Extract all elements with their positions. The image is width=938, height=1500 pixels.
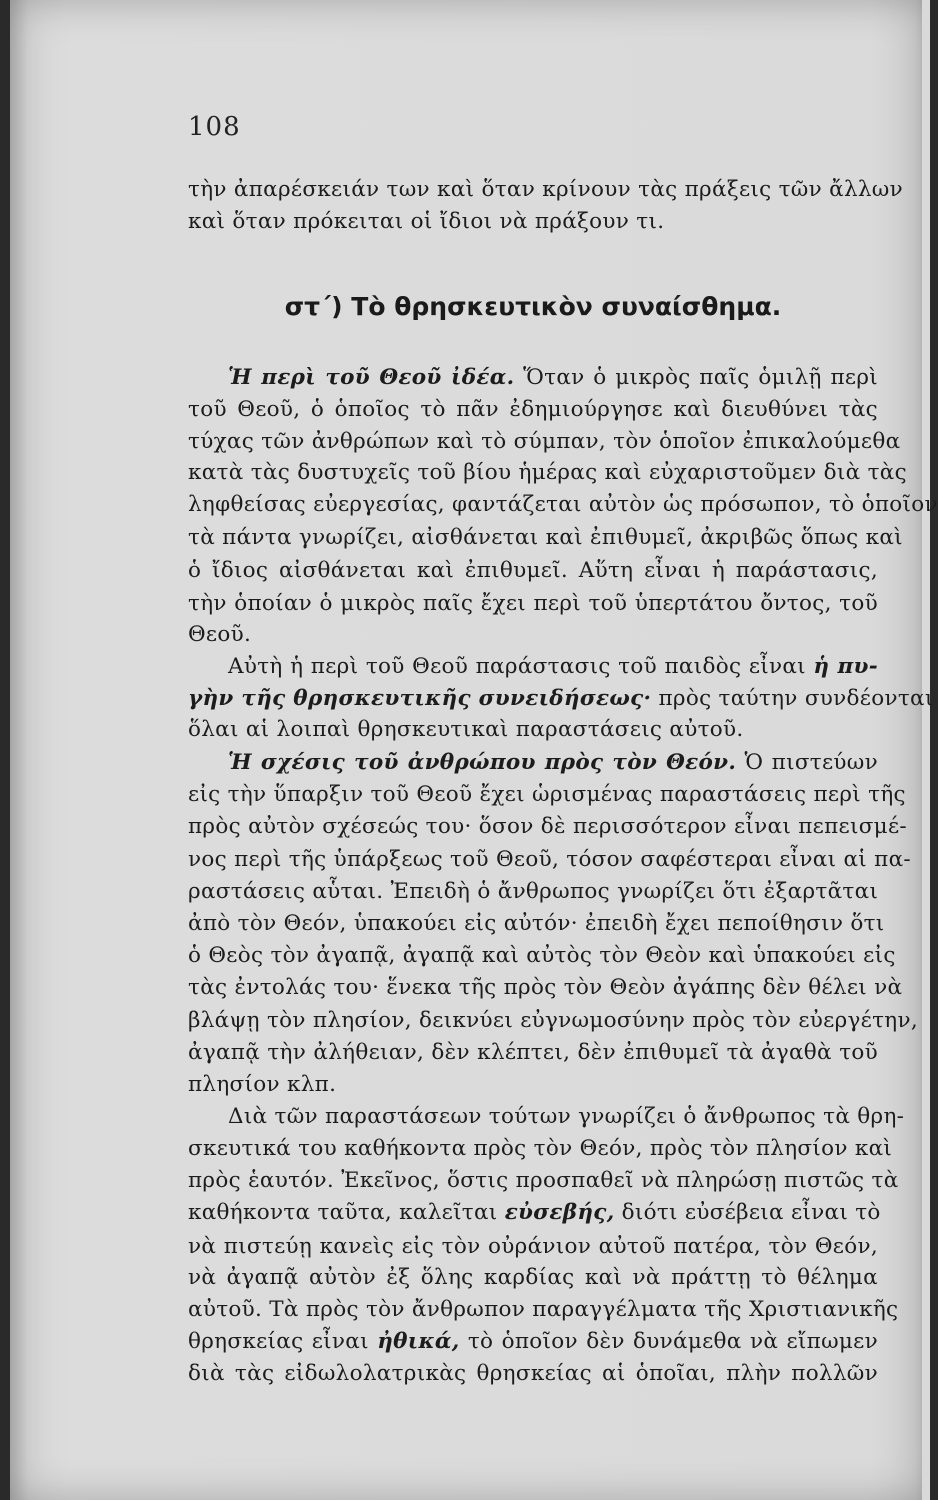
text-line: [188, 652, 878, 682]
text-line: [188, 1295, 899, 1325]
text-line: [188, 620, 878, 650]
line-text: τοῦ Θεοῦ, ὁ ὁποῖος τὸ πᾶν ἐδημιούργησε καὶ διευθύνει τὰς: [188, 397, 878, 422]
text-line: [188, 748, 878, 778]
text-line: [188, 1102, 905, 1132]
line-text: κατὰ τὰς δυστυχεῖς τοῦ βίου ἡμέρας καὶ εὐχαριστοῦμεν διὰ τὰς: [188, 460, 907, 485]
emphasis-text: Ἡ περὶ τοῦ Θεοῦ ἰδέα.: [228, 365, 515, 390]
line-text: Ὅταν ὁ μικρὸς παῖς ὁμιλῇ περὶ: [514, 365, 879, 390]
text-line: [188, 1134, 893, 1164]
line-text: τὰς ἐντολάς του· ἕνεκα τῆς πρὸς τὸν Θεὸν ἀγάπης δὲν θέλει νὰ: [188, 975, 903, 1000]
line-text: τὴν ὁποίαν ὁ μικρὸς παῖς ἔχει περὶ τοῦ ὑπερτάτου ὄντος, τοῦ: [188, 591, 878, 616]
line-text: τὰ πάντα γνωρίζει, αἰσθάνεται καὶ ἐπιθυμεῖ, ἀκριβῶς ὅπως καὶ: [188, 525, 903, 550]
text-line: [188, 395, 878, 425]
line-text: πρὸς αὐτὸν σχέσεώς του· ὅσον δὲ περισσότερον εἶναι πεπεισμέ-: [188, 814, 907, 839]
text-line: [188, 589, 878, 619]
emphasis-text: γὴν τῆς θρησκευτικῆς συνειδήσεως·: [188, 686, 652, 711]
text-line: [188, 684, 934, 714]
line-text: νος περὶ τῆς ὑπάρξεως τοῦ Θεοῦ, τόσον σαφέστεραι εἶναι αἱ πα-: [188, 847, 911, 872]
line-text: σκευτικά του καθήκοντα πρὸς τὸν Θεόν, πρὸς τὸν πλησίον καὶ: [188, 1136, 893, 1161]
line-text: νὰ πιστεύῃ κανεὶς εἰς τὸν οὐράνιον αὐτοῦ πατέρα, τὸν Θεόν,: [188, 1234, 878, 1259]
line-text: διὰ τὰς εἰδωλολατρικὰς θρησκείας αἱ ὁποῖαι, πλὴν πολλῶν: [188, 1361, 878, 1386]
line-text: καθήκοντα ταῦτα, καλεῖται: [188, 1200, 505, 1225]
text-line: [188, 363, 878, 393]
line-text: τύχας τῶν ἀνθρώπων καὶ τὸ σύμπαν, τὸν ὁποῖον ἐπικαλούμεθα: [188, 429, 901, 454]
line-text: βλάψῃ τὸν πλησίον, δεικνύει εὐγνωμοσύνην πρὸς τὸν εὐεργέτην,: [188, 1008, 918, 1033]
text-line: [188, 175, 904, 205]
text-line: [188, 1232, 878, 1262]
text-line: [188, 812, 907, 842]
text-line: [188, 427, 901, 457]
line-text: τὴν ἀπαρέσκειάν των καὶ ὅταν κρίνουν τὰς πράξεις τῶν ἄλλων: [188, 177, 904, 202]
text-line: [188, 523, 903, 553]
line-text: νὰ ἀγαπᾷ αὐτὸν ἐξ ὅλης καρδίας καὶ νὰ πράττῃ τὸ θέλημα: [188, 1265, 878, 1290]
text-line: [188, 715, 878, 745]
text-line: [188, 1263, 878, 1293]
line-text: εἰς τὴν ὕπαρξιν τοῦ Θεοῦ ἔχει ὡρισμένας παραστάσεις περὶ τῆς: [188, 782, 906, 807]
line-text: ὁ Θεὸς τὸν ἀγαπᾷ, ἀγαπᾷ καὶ αὐτὸς τὸν Θεὸν καὶ ὑπακούει εἰς: [188, 943, 896, 968]
line-text: ραστάσεις αὗται. Ἐπειδὴ ὁ ἄνθρωπος γνωρίζει ὅτι ἐξαρτᾶται: [188, 879, 879, 904]
line-text: αὐτοῦ. Τὰ πρὸς τὸν ἄνθρωπον παραγγέλματα τῆς Χριστιανικῆς: [188, 1297, 899, 1322]
line-text: Αὐτὴ ἡ περὶ τοῦ Θεοῦ παράστασις τοῦ παιδὸς εἶναι: [228, 654, 814, 679]
line-text: ἀγαπᾷ τὴν ἀλήθειαν, δὲν κλέπτει, δὲν ἐπιθυμεῖ τὰ ἀγαθὰ τοῦ: [188, 1040, 878, 1065]
line-text: ὁ ἴδιος αἰσθάνεται καὶ ἐπιθυμεῖ. Αὕτη εἶναι ἡ παράστασις,: [188, 558, 878, 583]
line-text: τὸ ὁποῖον δὲν δυνάμεθα νὰ εἴπωμεν: [459, 1329, 878, 1354]
line-text: καὶ ὅταν πρόκειται οἱ ἴδιοι νὰ πράξουν τι.: [188, 209, 665, 234]
text-line: [188, 877, 878, 907]
text-line: [188, 556, 878, 586]
text-line: [188, 207, 878, 237]
line-text: πρὸς ταύτην συνδέονται: [651, 686, 934, 711]
line-text: πλησίον κλπ.: [188, 1072, 337, 1097]
emphasis-text: ἠθικά,: [377, 1329, 460, 1354]
text-line: [188, 780, 906, 810]
text-line: [188, 1359, 878, 1389]
text-line: [188, 973, 903, 1003]
text-line: [188, 1006, 918, 1036]
text-line: [188, 1070, 878, 1100]
line-text: πρὸς ἑαυτόν. Ἐκεῖνος, ὅστις προσπαθεῖ νὰ πληρώσῃ πιστῶς τὰ: [188, 1168, 899, 1193]
line-text: θρησκείας εἶναι: [188, 1329, 378, 1354]
line-text: Θεοῦ.: [188, 622, 252, 647]
emphasis-text: ἡ πυ-: [813, 654, 878, 679]
emphasis-text: Ἡ σχέσις τοῦ ἀνθρώπου πρὸς τὸν Θεόν.: [228, 750, 737, 775]
text-line: [188, 1038, 878, 1068]
page-number: 108: [188, 112, 241, 142]
text-line: [188, 1166, 899, 1196]
text-line: [188, 845, 911, 875]
text-line: [188, 458, 907, 488]
line-text: διότι εὐσέβεια εἶναι τὸ: [614, 1200, 881, 1225]
text-line: [188, 1198, 881, 1228]
section-heading: στ΄) Τὸ θρησκευτικὸν συναίσθημα.: [284, 292, 782, 321]
text-line: [188, 1327, 878, 1357]
line-text: ληφθείσας εὐεργεσίας, φαντάζεται αὐτὸν ὡς πρόσωπον, τὸ ὁποῖον: [188, 492, 938, 517]
line-text: Ὁ πιστεύων: [736, 750, 878, 775]
text-line: [188, 941, 896, 971]
text-line: [188, 909, 885, 939]
line-text: ὅλαι αἱ λοιπαὶ θρησκευτικαὶ παραστάσεις αὐτοῦ.: [188, 717, 744, 742]
page-edge: [922, 0, 930, 1500]
emphasis-text: εὐσεβής,: [504, 1200, 615, 1225]
line-text: Διὰ τῶν παραστάσεων τούτων γνωρίζει ὁ ἄνθρωπος τὰ θρη-: [228, 1104, 905, 1129]
line-text: ἀπὸ τὸν Θεόν, ὑπακούει εἰς αὐτόν· ἐπειδὴ ἔχει πεποίθησιν ὅτι: [188, 911, 885, 936]
text-line: [188, 490, 938, 520]
